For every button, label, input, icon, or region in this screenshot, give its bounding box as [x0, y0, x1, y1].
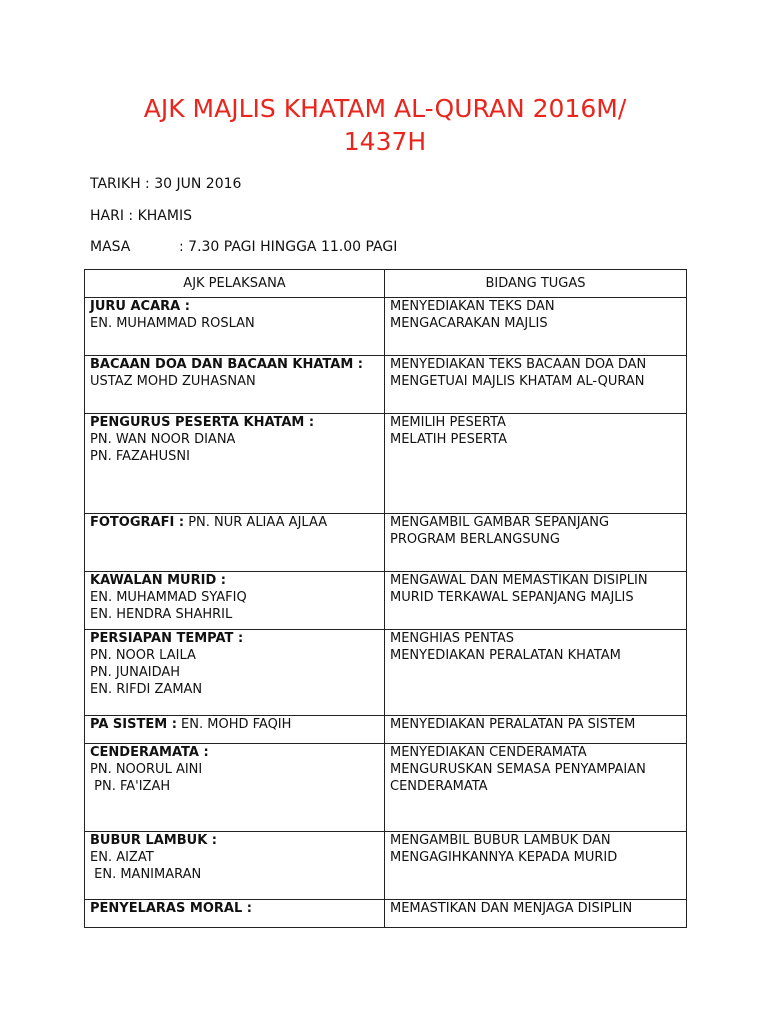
role-label: JURU ACARA : — [90, 299, 190, 314]
masa-line — [90, 238, 397, 256]
ajk-pelaksana-cell — [85, 832, 385, 900]
table-row — [85, 514, 687, 572]
task-text: MENGETUAI MAJLIS KHATAM AL-QURAN — [390, 374, 645, 389]
person-name: EN. MOHD FAQIH — [181, 717, 292, 732]
task-text: MEMASTIKAN DAN MENJAGA DISIPLIN — [390, 901, 633, 916]
bidang-tugas-cell — [385, 514, 687, 572]
role-label: PENYELARAS MORAL : — [90, 901, 252, 916]
task-text: MENGAMBIL BUBUR LAMBUK DAN — [390, 833, 611, 848]
ajk-table — [84, 269, 687, 928]
masa-label: MASA — [90, 239, 131, 255]
ajk-pelaksana-cell — [85, 900, 385, 928]
task-text: MENGAMBIL GAMBAR SEPANJANG — [390, 515, 610, 530]
ajk-pelaksana-cell — [85, 630, 385, 716]
tarikh-text: TARIKH : 30 JUN 2016 — [90, 176, 242, 192]
bidang-tugas-cell — [385, 630, 687, 716]
task-text: MELATIH PESERTA — [390, 432, 507, 447]
person-name: PN. NUR ALIAA AJLAA — [188, 515, 328, 530]
role-label: CENDERAMATA : — [90, 745, 209, 760]
header-ajk-pelaksana: AJK PELAKSANA — [85, 270, 385, 298]
task-text: MENGHIAS PENTAS — [390, 631, 514, 646]
task-text: CENDERAMATA — [390, 779, 488, 794]
role-label: PA SISTEM : — [90, 717, 177, 732]
ajk-pelaksana-cell — [85, 414, 385, 514]
person-name: PN. JUNAIDAH — [90, 665, 181, 680]
task-text: MENGACARAKAN MAJLIS — [390, 316, 548, 331]
bidang-tugas-cell — [385, 356, 687, 414]
role-label: PERSIAPAN TEMPAT : — [90, 631, 244, 646]
task-text: MEMILIH PESERTA — [390, 415, 506, 430]
table-row — [85, 356, 687, 414]
task-text: MENYEDIAKAN TEKS DAN — [390, 299, 555, 314]
header-bidang-tugas: BIDANG TUGAS — [385, 270, 687, 298]
table-header-row — [85, 270, 687, 298]
role-label: BUBUR LAMBUK : — [90, 833, 218, 848]
bidang-tugas-cell — [385, 298, 687, 356]
table-row — [85, 414, 687, 514]
task-text: MENGAGIHKANNYA KEPADA MURID — [390, 850, 618, 865]
task-text: MENGURUSKAN SEMASA PENYAMPAIAN — [390, 762, 646, 777]
hari-line — [90, 207, 192, 225]
person-name: PN. FAZAHUSNI — [90, 449, 190, 464]
person-name: EN. MUHAMMAD SYAFIQ — [90, 590, 247, 605]
task-text: MENYEDIAKAN PERALATAN KHATAM — [390, 648, 621, 663]
table-row — [85, 716, 687, 744]
page-title — [84, 92, 686, 158]
task-text: MENYEDIAKAN PERALATAN PA SISTEM — [390, 717, 636, 732]
task-text: MENYEDIAKAN TEKS BACAAN DOA DAN — [390, 357, 647, 372]
role-label: PENGURUS PESERTA KHATAM : — [90, 415, 315, 430]
person-name: USTAZ MOHD ZUHASNAN — [90, 374, 256, 389]
person-name: PN. NOOR LAILA — [90, 648, 196, 663]
task-text: PROGRAM BERLANGSUNG — [390, 532, 560, 547]
role-label: FOTOGRAFI : — [90, 515, 185, 530]
ajk-pelaksana-cell — [85, 356, 385, 414]
role-label: BACAAN DOA DAN BACAAN KHATAM : — [90, 357, 363, 372]
table-row — [85, 744, 687, 832]
person-name: EN. MUHAMMAD ROSLAN — [90, 316, 255, 331]
ajk-pelaksana-cell — [85, 514, 385, 572]
person-name: PN. NOORUL AINI — [90, 762, 203, 777]
bidang-tugas-cell — [385, 414, 687, 514]
title-line-1: AJK MAJLIS KHATAM AL-QURAN 2016M/ — [143, 94, 627, 123]
bidang-tugas-cell — [385, 900, 687, 928]
ajk-pelaksana-cell — [85, 298, 385, 356]
title-line-2: 1437H — [343, 127, 427, 156]
bidang-tugas-cell — [385, 716, 687, 744]
person-name: PN. WAN NOOR DIANA — [90, 432, 236, 447]
person-name: PN. FA'IZAH — [90, 779, 171, 794]
table-row — [85, 298, 687, 356]
person-name: EN. HENDRA SHAHRIL — [90, 607, 233, 622]
table-row — [85, 900, 687, 928]
person-name: EN. MANIMARAN — [90, 867, 202, 882]
role-label: KAWALAN MURID : — [90, 573, 226, 588]
table-row — [85, 832, 687, 900]
task-text: MURID TERKAWAL SEPANJANG MAJLIS — [390, 590, 634, 605]
task-text: MENGAWAL DAN MEMASTIKAN DISIPLIN — [390, 573, 648, 588]
person-name: EN. AIZAT — [90, 850, 154, 865]
table-row — [85, 572, 687, 630]
bidang-tugas-cell — [385, 832, 687, 900]
task-text: MENYEDIAKAN CENDERAMATA — [390, 745, 587, 760]
person-name: EN. RIFDI ZAMAN — [90, 682, 203, 697]
ajk-pelaksana-cell — [85, 716, 385, 744]
tarikh-line — [90, 175, 241, 193]
table-row — [85, 630, 687, 716]
bidang-tugas-cell — [385, 572, 687, 630]
masa-value: : 7.30 PAGI HINGGA 11.00 PAGI — [179, 239, 398, 255]
ajk-pelaksana-cell — [85, 744, 385, 832]
ajk-pelaksana-cell — [85, 572, 385, 630]
hari-text: HARI : KHAMIS — [90, 208, 192, 224]
bidang-tugas-cell — [385, 744, 687, 832]
